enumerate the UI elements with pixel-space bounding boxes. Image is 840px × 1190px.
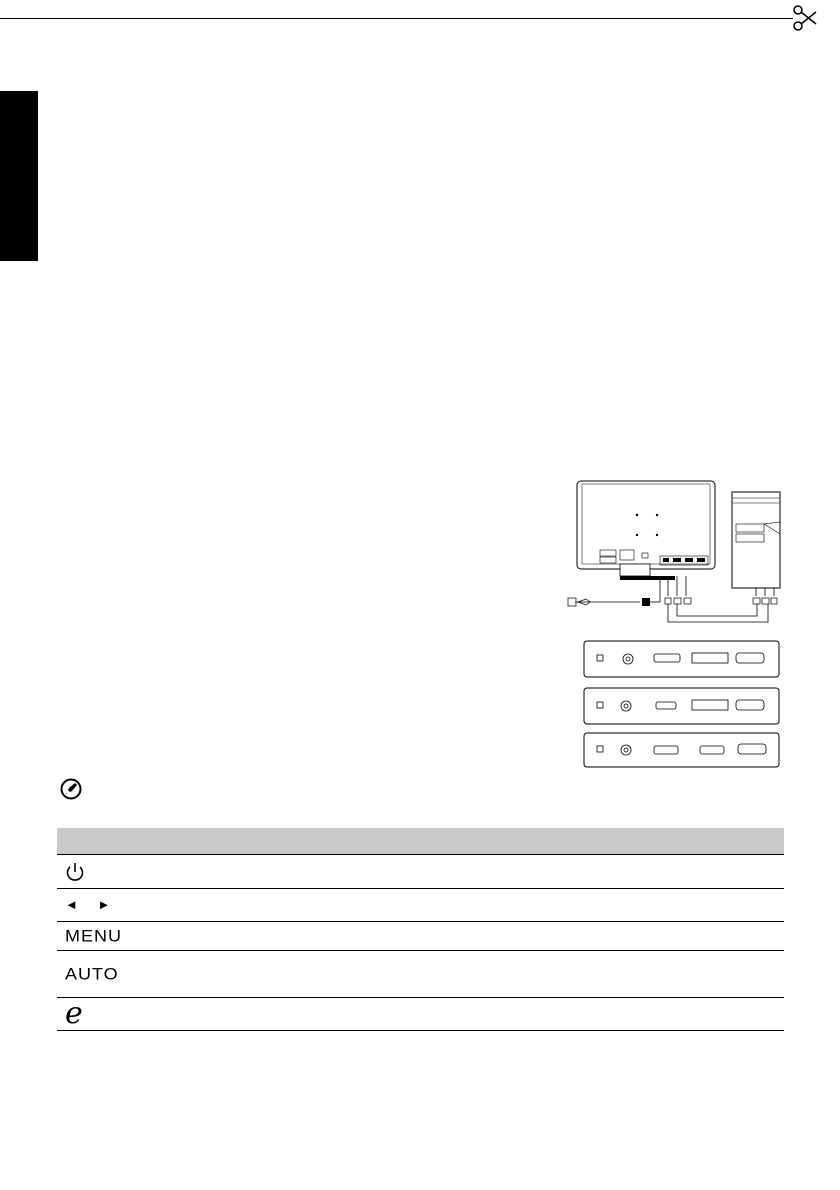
controls-table	[57, 828, 784, 1031]
table-row	[57, 951, 784, 998]
left-right-arrows-icon: ◄ ►	[65, 897, 119, 913]
menu-label-icon: MENU	[65, 926, 122, 945]
table-row	[57, 998, 784, 1031]
language-tab	[0, 91, 38, 261]
table-header	[57, 828, 784, 855]
table-row	[57, 889, 784, 922]
table-row	[57, 922, 784, 951]
empowering-e-icon: e	[65, 996, 83, 1031]
scissors-icon	[790, 4, 820, 32]
auto-label-icon: AUTO	[65, 964, 119, 983]
power-icon	[65, 861, 85, 883]
note-icon	[60, 778, 82, 800]
table-row	[57, 855, 784, 889]
connection-diagram	[560, 478, 790, 768]
cut-line	[0, 18, 793, 19]
